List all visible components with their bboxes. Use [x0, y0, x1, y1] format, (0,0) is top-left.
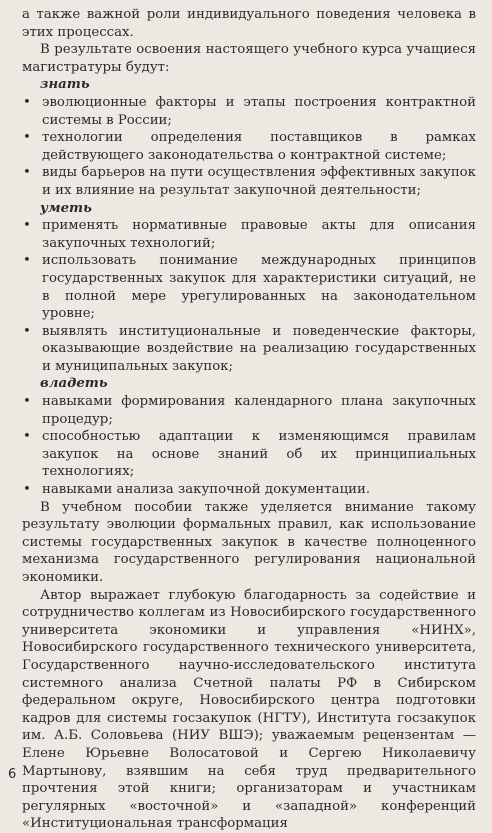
list-item: • эволюционные факторы и этапы построения контрактной системы в России; — [23, 94, 476, 128]
bullet-icon: • — [23, 165, 31, 181]
bullet-icon: • — [23, 253, 31, 269]
list-item: • навыками анализа закупочной документации. — [23, 482, 371, 498]
bullet-icon: • — [23, 323, 31, 339]
bullet-icon: • — [23, 394, 31, 410]
page-number: 6 — [8, 767, 17, 782]
bullet-icon: • — [23, 482, 31, 498]
bullet-icon: • — [23, 429, 31, 445]
section-heading-master: владеть — [40, 376, 108, 392]
list-item: • выявлять институциональные и поведенческие факторы, оказывающие воздействие на реализацию государственных и муниципальных закупок; — [23, 323, 476, 374]
list-item: • виды барьеров на пути осуществления эффективных закупок и их влияние на результат закупочной деятельности; — [23, 165, 476, 198]
bullet-icon: • — [23, 94, 31, 110]
bullet-icon: • — [23, 130, 31, 146]
section-heading-know: знать — [40, 77, 90, 93]
intro-tail-paragraph: а также важной роли индивидуального поведения человека в этих процессах. — [22, 7, 476, 40]
list-item: • применять нормативные правовые акты для описания закупочных технологий; — [23, 218, 476, 251]
list-item: • использовать понимание международных принципов государственных закупок для характеристики ситуаций, не в полной мере урегулированных на законодательном уровне; — [23, 253, 476, 322]
textbook-paragraph: В учебном пособии также уделяется внимание такому результату эволюции формальных правил, как использование системы государственных закупок в качестве полноценного механизма государственного регулирования национальной экономики. — [22, 499, 476, 585]
list-item: • технологии определения поставщиков в рамках действующего законодательства о контрактной системе; — [23, 130, 476, 163]
course-outcomes-intro: В результате освоения настоящего учебного курса учащиеся магистратуры будут: — [22, 42, 476, 75]
bullet-icon: • — [23, 218, 31, 234]
list-item: • навыками формирования календарного плана закупочных процедур; — [23, 394, 476, 427]
list-item: • способностью адаптации к изменяющимся правилам закупок на основе знаний об их принципиальных технологиях; — [23, 429, 476, 480]
section-heading-can: уметь — [40, 200, 92, 216]
acknowledgements-paragraph: Автор выражает глубокую благодарность за содействие и сотрудничество коллегам из Новосибирского государственного университета экономики и управления «НИНХ», Новосибирского государственного технического университета, Государственного научно-исследовательского института системного анализа Счетной палаты РФ в Сибирском федеральном округе, Новосибирского центра подготовки кадров для системы госзакупок (НГТУ), Института госзакупок им. А.Б. Соловьева (НИУ ВШЭ); уважаемым рецензентам — Елене Юрьевне Волосатовой и Сергею Николаевичу Мартынову, взявшим на себя труд предварительного прочтения этой книги; организаторам и участникам регулярных «восточной» и «западной» конференций «Институциональная трансформация — [22, 587, 476, 832]
